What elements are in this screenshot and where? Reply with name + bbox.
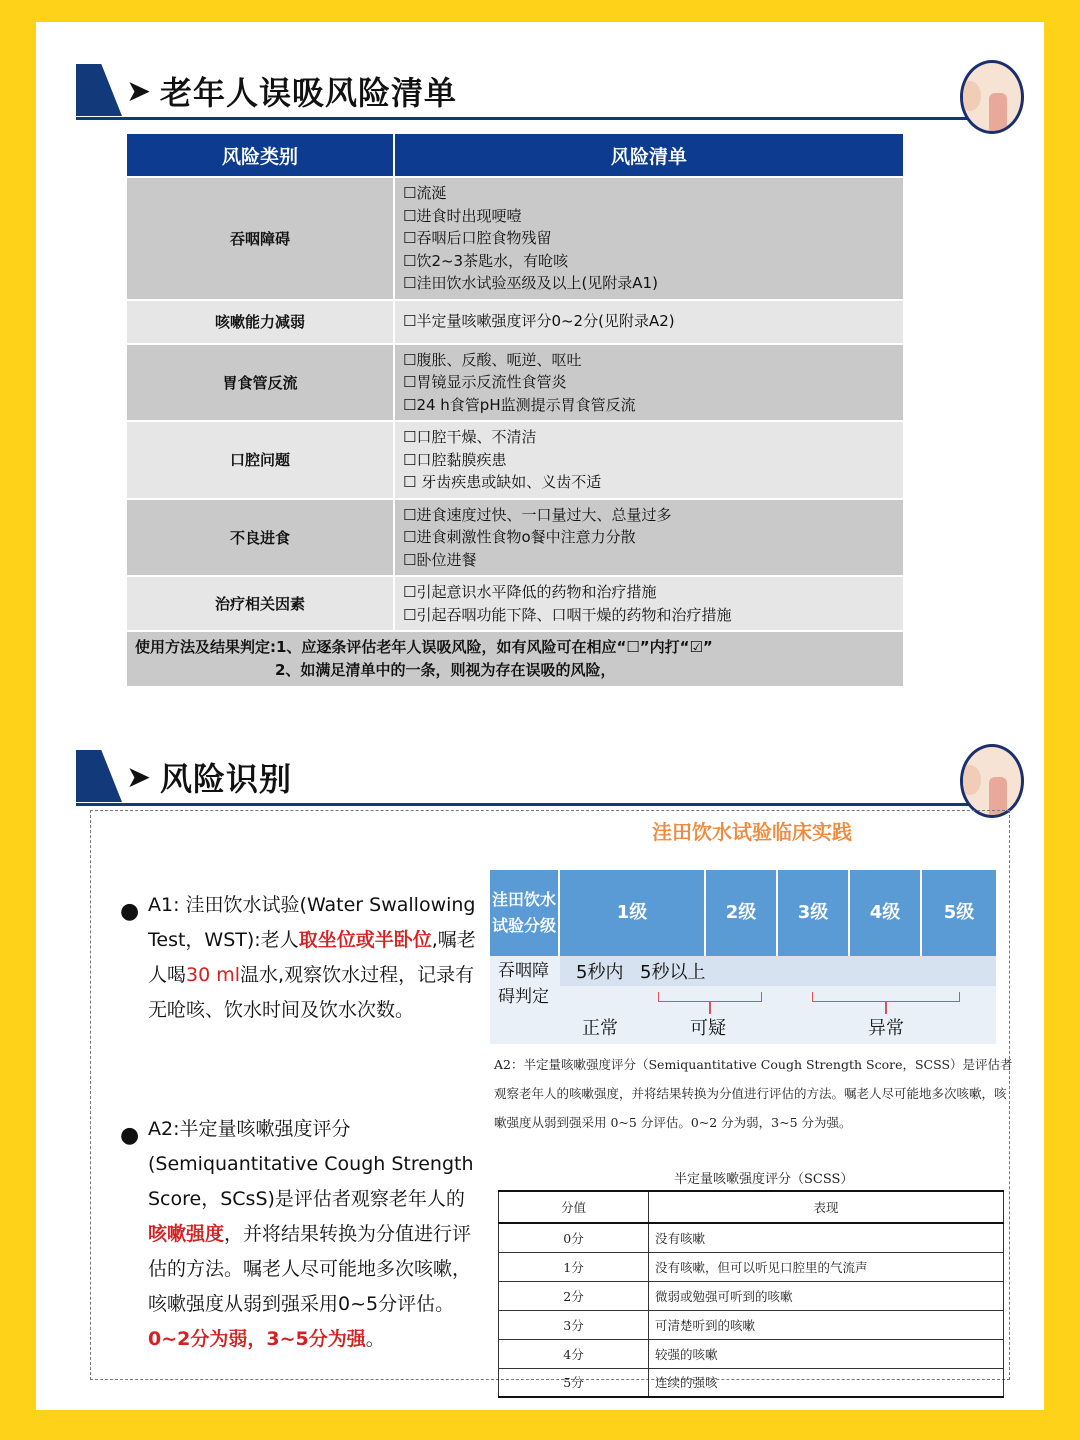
checklist-item: ☐口腔黏膜疾患 [403, 450, 507, 469]
checklist-item: ☐洼田饮水试验巫级及以上(见附录A1) [403, 274, 658, 292]
scss-description: A2：半定量咳嗽强度评分（Semiquantitative Cough Strength Score，SCSS）是评估者观察老年人的咳嗽强度，并将结果转换为分值进行评估的方法。嘱老人尽可能地多次咳嗽，咳嗽强度从弱到强采用 0~5 分评估。0~2 分为弱，3~5 分为强。 [494, 1057, 1013, 1130]
risk-category: 不良进食 [126, 499, 394, 577]
wst-grade-table [490, 870, 996, 1044]
checklist-item: ☐引起意识水平降低的药物和治疗措施 [403, 583, 657, 601]
scss-score: 5分 [499, 1368, 649, 1397]
usage-note-line2: 2、如满足清单中的一条，则视为存在误吸的风险， [275, 661, 616, 679]
table-row [499, 1310, 1004, 1339]
table-row [499, 1339, 1004, 1368]
scss-desc: 没有咳嗽 [649, 1223, 1004, 1252]
wst-body [490, 956, 996, 1044]
wst-header-label: 洼田饮水试验分级 [490, 870, 560, 956]
risk-items [394, 499, 904, 577]
scss-desc: 可清楚听到的咳嗽 [649, 1310, 1004, 1339]
grade-5: 5级 [943, 902, 975, 923]
table-row [126, 576, 904, 631]
time-within-5s: 5秒内 [576, 962, 624, 983]
section1-title: 老年人误吸风险清单 [160, 74, 458, 112]
risk-category: 治疗相关因素 [126, 576, 394, 631]
header-checklist: 风险清单 [394, 133, 904, 177]
checklist-item: ☐腹胀、反酸、呃逆、呕吐 [403, 350, 582, 369]
checklist-item: ☐胃镜显示反流性食管炎 [403, 373, 567, 391]
section1-header [76, 64, 996, 120]
checklist-item: ☐吞咽后口腔食物残留 [403, 229, 552, 247]
flag-decoration [76, 750, 122, 802]
checklist-item: ☐引起吞咽功能下降、口咽干燥的药物和治疗措施 [403, 605, 732, 624]
risk-items [394, 177, 904, 300]
section2-title: 风险识别 [160, 760, 293, 798]
abnormal-bracket [812, 992, 960, 1002]
table-row [126, 421, 904, 499]
usage-note [126, 631, 904, 687]
scss-score: 1分 [499, 1252, 649, 1281]
a1-text: A1: 洼田饮水试验(Water Swallowing Test，WST):老人取坐位或半卧位,嘱老人喝30 ml温水,观察饮水过程，记录有无呛咳、饮水时间及饮水次数。 [148, 894, 476, 1021]
table-row [499, 1281, 1004, 1310]
arrow-icon: ➤ [126, 760, 152, 795]
bullet-a2 [120, 1112, 476, 1357]
risk-items [394, 300, 904, 344]
usage-note-line1: 使用方法及结果判定:1、应逐条评估老年人误吸风险，如有风险可在相应“☐”内打“☑” [135, 638, 713, 656]
abnormal-tick [885, 1002, 887, 1014]
header-category: 风险类别 [126, 133, 394, 177]
header-rule [76, 117, 976, 120]
flag-decoration [76, 64, 122, 116]
section2-header [76, 750, 996, 806]
risk-category: 咳嗽能力减弱 [126, 300, 394, 344]
risk-category: 吞咽障碍 [126, 177, 394, 300]
bullet-dot: ● [120, 899, 140, 924]
header-rule [76, 803, 976, 806]
time-over-5s: 5秒以上 [640, 962, 706, 983]
document-sheet [36, 22, 1044, 1410]
scss-table [498, 1190, 1004, 1398]
arrow-icon: ➤ [126, 74, 152, 109]
scss-desc: 没有咳嗽，但可以听见口腔里的气流声 [649, 1252, 1004, 1281]
grade-2: 2级 [706, 870, 778, 956]
checklist-item: ☐ 牙齿疾患或缺如、义齿不适 [403, 473, 602, 491]
checklist-item: ☐卧位进餐 [403, 550, 477, 569]
a2-text: A2:半定量咳嗽强度评分(Semiquantitative Cough Strength Score，SCsS)是评估者观察老年人的咳嗽强度，并将结果转换为分值进行评估的方法。嘱老人尽可能地多次咳嗽，咳嗽强度从弱到强采用0~5分评估。0~2分为弱，3~5分为强。 [148, 1118, 474, 1350]
bullet-a1 [120, 888, 476, 1028]
risk-checklist-table [125, 132, 905, 688]
scss-desc: 连续的强咳 [649, 1368, 1004, 1397]
doubt-bracket [658, 992, 762, 1002]
verdict-abnormal: 异常 [868, 1018, 904, 1039]
scss-score: 4分 [499, 1339, 649, 1368]
checklist-item: ☐口腔干燥、不清洁 [403, 428, 537, 446]
risk-items [394, 576, 904, 631]
verdict-doubt: 可疑 [690, 1018, 726, 1039]
table-row [499, 1223, 1004, 1252]
verdict-normal: 正常 [582, 1018, 618, 1039]
wst-row-label: 吞咽障碍判定 [498, 961, 549, 1007]
scss-score: 2分 [499, 1281, 649, 1310]
grade-3: 3级 [778, 870, 850, 956]
checklist-item: ☐进食刺激性食物o餐中注意力分散 [403, 528, 636, 546]
table-row [499, 1252, 1004, 1281]
scss-score: 3分 [499, 1310, 649, 1339]
grade-4: 4级 [850, 870, 922, 956]
checklist-item: ☐进食时出现哽噎 [403, 206, 522, 225]
risk-items [394, 421, 904, 499]
scss-score: 0分 [499, 1223, 649, 1252]
doubt-tick [709, 1002, 711, 1014]
scss-header-desc: 表现 [649, 1191, 1004, 1223]
risk-category: 胃食管反流 [126, 344, 394, 422]
checklist-item: ☐进食速度过快、一口量过大、总量过多 [403, 505, 672, 524]
table-row [126, 177, 904, 300]
table-row [126, 499, 904, 577]
table-row [126, 631, 904, 687]
bullet-dot: ● [120, 1123, 140, 1148]
risk-items [394, 344, 904, 422]
checklist-item: ☐饮2~3茶匙水，有呛咳 [403, 251, 569, 270]
scss-desc: 较强的咳嗽 [649, 1339, 1004, 1368]
checklist-item: ☐流涎 [403, 184, 447, 202]
scss-table-title: 半定量咳嗽强度评分（SCSS） [674, 1172, 854, 1187]
checklist-item: ☐24 h食管pH监测提示胃食管反流 [403, 395, 636, 414]
wst-header-row [490, 870, 996, 956]
table-row [499, 1368, 1004, 1397]
risk-category: 口腔问题 [126, 421, 394, 499]
table-row [126, 300, 904, 344]
wst-time-band [560, 956, 996, 986]
scss-header-score: 分值 [499, 1191, 649, 1223]
checklist-item: ☐半定量咳嗽强度评分0~2分(见附录A2) [403, 312, 675, 331]
wst-panel-title: 洼田饮水试验临床实践 [652, 820, 852, 844]
grade-1: 1级 [560, 870, 706, 956]
throat-anatomy-icon [960, 60, 1024, 134]
table-row [126, 344, 904, 422]
scss-desc: 微弱或勉强可听到的咳嗽 [649, 1281, 1004, 1310]
throat-anatomy-icon [960, 744, 1024, 818]
